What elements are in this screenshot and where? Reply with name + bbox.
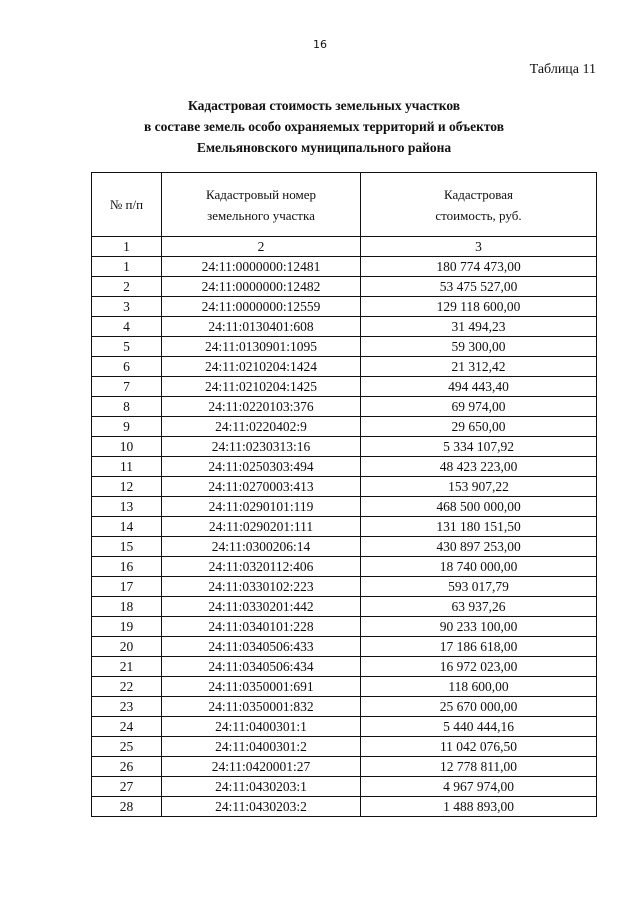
table-row (92, 257, 597, 277)
column-number: 3 (361, 237, 597, 257)
cell-row-number: 3 (92, 297, 162, 317)
cell-row-number: 12 (92, 477, 162, 497)
cell-cadastral-value: 25 670 000,00 (361, 697, 597, 717)
table-row (92, 297, 597, 317)
cell-cadastral-value: 118 600,00 (361, 677, 597, 697)
table-row (92, 797, 597, 817)
table-row (92, 317, 597, 337)
cell-cadastral-number: 24:11:0400301:1 (162, 717, 361, 737)
cell-cadastral-number: 24:11:0130901:1095 (162, 337, 361, 357)
column-number-row (92, 237, 597, 257)
column-number: 2 (162, 237, 361, 257)
cell-cadastral-value: 12 778 811,00 (361, 757, 597, 777)
table-row (92, 497, 597, 517)
table-row (92, 437, 597, 457)
cell-cadastral-number: 24:11:0330201:442 (162, 597, 361, 617)
cell-row-number: 6 (92, 357, 162, 377)
cell-row-number: 20 (92, 637, 162, 657)
table-row (92, 737, 597, 757)
cell-cadastral-value: 4 967 974,00 (361, 777, 597, 797)
table-row (92, 777, 597, 797)
table-row (92, 617, 597, 637)
cell-row-number: 19 (92, 617, 162, 637)
table-row (92, 477, 597, 497)
cadastral-value-table (91, 172, 597, 817)
cell-row-number: 21 (92, 657, 162, 677)
cell-cadastral-number: 24:11:0290101:119 (162, 497, 361, 517)
table-row (92, 537, 597, 557)
cell-row-number: 22 (92, 677, 162, 697)
table-row (92, 377, 597, 397)
cell-cadastral-value: 153 907,22 (361, 477, 597, 497)
table-row (92, 337, 597, 357)
cell-cadastral-number: 24:11:0340506:434 (162, 657, 361, 677)
cell-cadastral-number: 24:11:0230313:16 (162, 437, 361, 457)
cell-row-number: 17 (92, 577, 162, 597)
table-row (92, 597, 597, 617)
cell-row-number: 27 (92, 777, 162, 797)
cell-cadastral-value: 129 118 600,00 (361, 297, 597, 317)
cell-cadastral-value: 18 740 000,00 (361, 557, 597, 577)
cell-row-number: 5 (92, 337, 162, 357)
cell-cadastral-number: 24:11:0350001:691 (162, 677, 361, 697)
cell-cadastral-number: 24:11:0220103:376 (162, 397, 361, 417)
cell-cadastral-number: 24:11:0330102:223 (162, 577, 361, 597)
title-line: Емельяновского муниципального района (196, 140, 452, 155)
cell-row-number: 8 (92, 397, 162, 417)
cell-cadastral-number: 24:11:0300206:14 (162, 537, 361, 557)
table-row (92, 397, 597, 417)
cell-cadastral-number: 24:11:0000000:12482 (162, 277, 361, 297)
cell-cadastral-value: 430 897 253,00 (361, 537, 597, 557)
header-cadastral-value: Кадастровая стоимость, руб. (361, 173, 597, 237)
cell-cadastral-value: 5 440 444,16 (361, 717, 597, 737)
cell-cadastral-value: 59 300,00 (361, 337, 597, 357)
cell-cadastral-number: 24:11:0430203:2 (162, 797, 361, 817)
cell-row-number: 28 (92, 797, 162, 817)
cell-cadastral-value: 468 500 000,00 (361, 497, 597, 517)
cell-row-number: 24 (92, 717, 162, 737)
cell-cadastral-value: 131 180 151,50 (361, 517, 597, 537)
cell-cadastral-value: 53 475 527,00 (361, 277, 597, 297)
cell-row-number: 13 (92, 497, 162, 517)
cell-row-number: 4 (92, 317, 162, 337)
cell-cadastral-number: 24:11:0210204:1425 (162, 377, 361, 397)
cell-cadastral-number: 24:11:0220402:9 (162, 417, 361, 437)
table-row (92, 757, 597, 777)
cell-cadastral-value: 69 974,00 (361, 397, 597, 417)
cell-row-number: 15 (92, 537, 162, 557)
cell-cadastral-value: 180 774 473,00 (361, 257, 597, 277)
cell-cadastral-number: 24:11:0340506:433 (162, 637, 361, 657)
cell-cadastral-value: 17 186 618,00 (361, 637, 597, 657)
cell-cadastral-number: 24:11:0340101:228 (162, 617, 361, 637)
table-row (92, 517, 597, 537)
table-row (92, 657, 597, 677)
table-row (92, 637, 597, 657)
cell-cadastral-number: 24:11:0400301:2 (162, 737, 361, 757)
cell-row-number: 23 (92, 697, 162, 717)
header-cadastral-number: Кадастровый номер земельного участка (162, 173, 361, 237)
table-row (92, 277, 597, 297)
cell-cadastral-value: 31 494,23 (361, 317, 597, 337)
header-row (92, 173, 597, 237)
table-row (92, 457, 597, 477)
cell-cadastral-value: 494 443,40 (361, 377, 597, 397)
cell-cadastral-number: 24:11:0430203:1 (162, 777, 361, 797)
cell-cadastral-number: 24:11:0210204:1424 (162, 357, 361, 377)
cell-cadastral-value: 593 017,79 (361, 577, 597, 597)
cell-cadastral-value: 29 650,00 (361, 417, 597, 437)
table-row (92, 717, 597, 737)
table-row (92, 677, 597, 697)
cell-cadastral-value: 16 972 023,00 (361, 657, 597, 677)
cell-row-number: 2 (92, 277, 162, 297)
header-row-number: № п/п (92, 173, 162, 237)
cell-cadastral-number: 24:11:0290201:111 (162, 517, 361, 537)
title-line: в составе земель особо охраняемых территорий и объектов (143, 119, 505, 134)
cell-cadastral-value: 90 233 100,00 (361, 617, 597, 637)
cell-row-number: 11 (92, 457, 162, 477)
cell-row-number: 26 (92, 757, 162, 777)
cell-row-number: 10 (92, 437, 162, 457)
table-row (92, 417, 597, 437)
cell-cadastral-value: 1 488 893,00 (361, 797, 597, 817)
page-number: 16 (313, 38, 327, 51)
cell-cadastral-number: 24:11:0320112:406 (162, 557, 361, 577)
title-line: Кадастровая стоимость земельных участков (187, 98, 461, 113)
cell-cadastral-value: 11 042 076,50 (361, 737, 597, 757)
cell-row-number: 18 (92, 597, 162, 617)
cell-cadastral-value: 63 937,26 (361, 597, 597, 617)
table-row (92, 357, 597, 377)
cell-cadastral-value: 48 423 223,00 (361, 457, 597, 477)
cell-row-number: 9 (92, 417, 162, 437)
cell-cadastral-number: 24:11:0420001:27 (162, 757, 361, 777)
cell-cadastral-number: 24:11:0350001:832 (162, 697, 361, 717)
table-row (92, 697, 597, 717)
table-body (92, 257, 597, 817)
cell-cadastral-number: 24:11:0000000:12481 (162, 257, 361, 277)
cell-cadastral-number: 24:11:0000000:12559 (162, 297, 361, 317)
table-row (92, 557, 597, 577)
cell-row-number: 1 (92, 257, 162, 277)
cell-row-number: 25 (92, 737, 162, 757)
cell-cadastral-value: 21 312,42 (361, 357, 597, 377)
cell-cadastral-number: 24:11:0250303:494 (162, 457, 361, 477)
table-row (92, 577, 597, 597)
cell-cadastral-value: 5 334 107,92 (361, 437, 597, 457)
column-number: 1 (92, 237, 162, 257)
table-label: Таблица 11 (529, 62, 596, 77)
document-title (0, 95, 640, 158)
cell-row-number: 14 (92, 517, 162, 537)
cell-row-number: 7 (92, 377, 162, 397)
cell-cadastral-number: 24:11:0130401:608 (162, 317, 361, 337)
cell-row-number: 16 (92, 557, 162, 577)
cell-cadastral-number: 24:11:0270003:413 (162, 477, 361, 497)
